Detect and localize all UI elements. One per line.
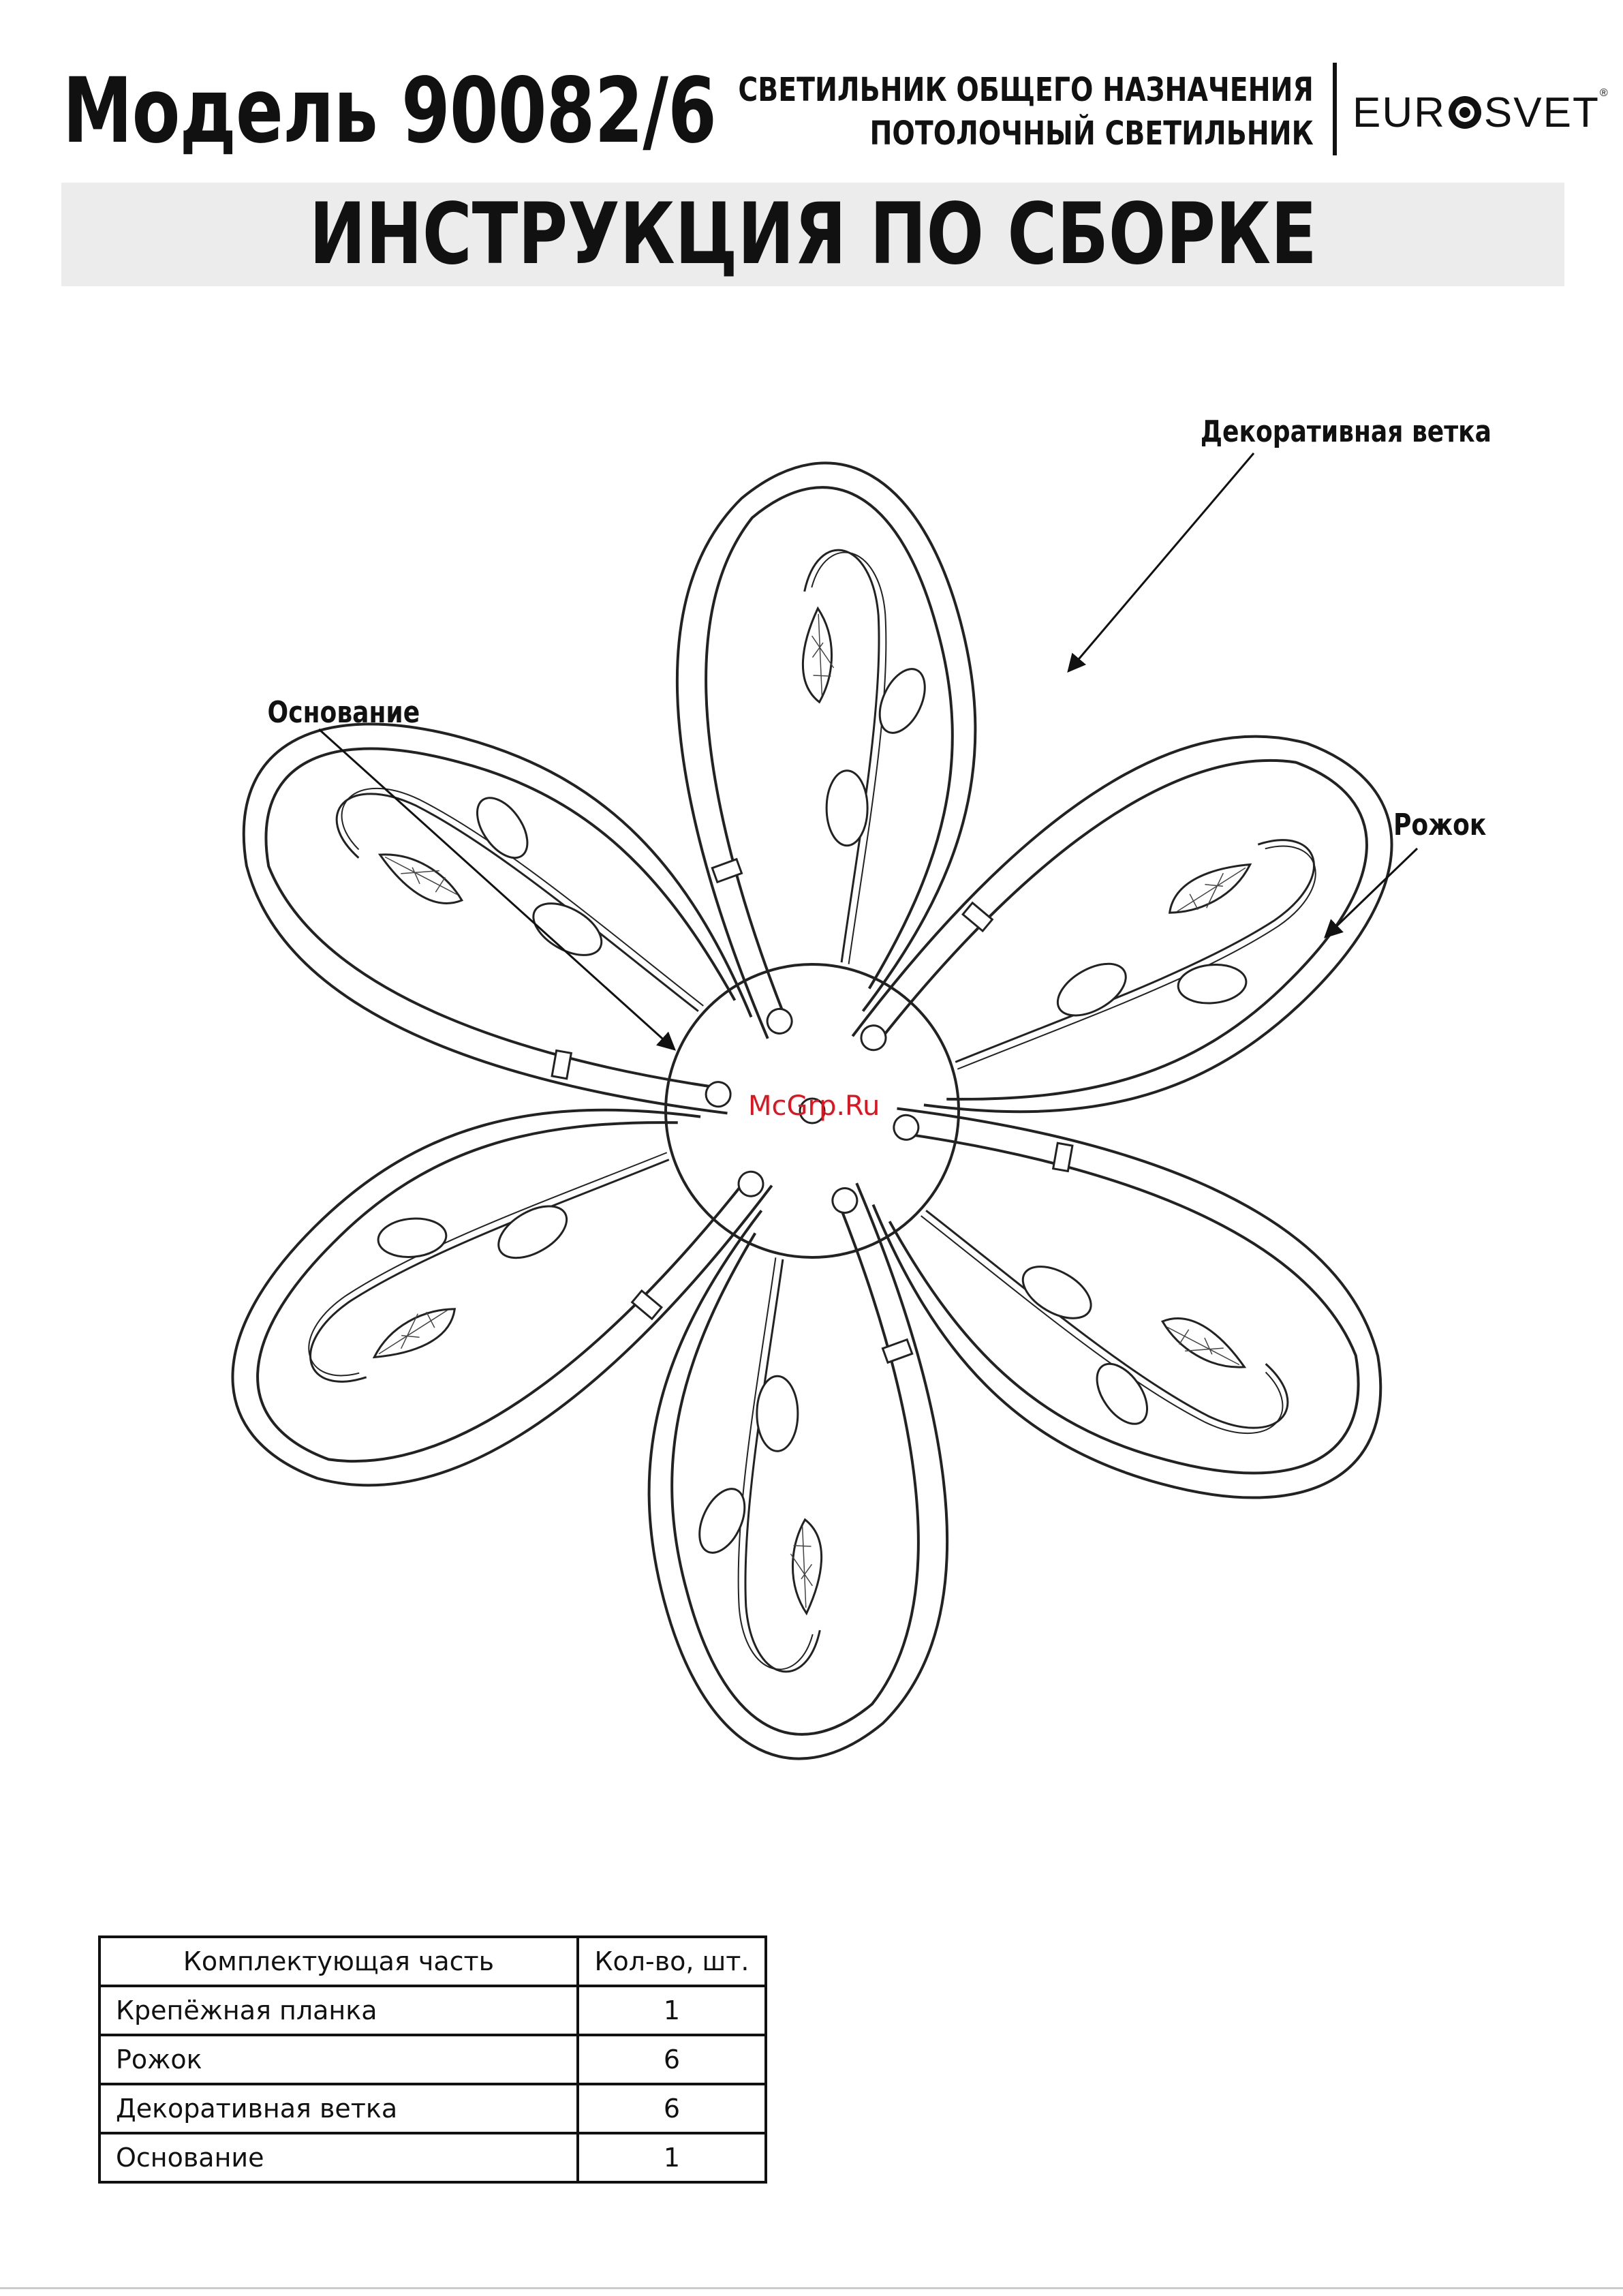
table-row <box>99 2133 766 2182</box>
callout-branch: Декоративная ветка <box>1200 414 1492 449</box>
parts-table <box>98 1935 767 2184</box>
table-row <box>99 2084 766 2133</box>
part-qty: 1 <box>578 2133 766 2182</box>
part-qty: 6 <box>578 2084 766 2133</box>
callout-base: Основание <box>267 695 420 730</box>
arm-leader-line <box>1325 848 1417 937</box>
part-name: Крепёжная планка <box>99 1986 578 2035</box>
column-header-part: Комплектующая часть <box>99 1937 578 1986</box>
part-qty: 1 <box>578 1986 766 2035</box>
branch-leader-line <box>1068 453 1254 671</box>
page-bottom-edge <box>0 2287 1623 2289</box>
logo-registered-mark: ® <box>1599 87 1609 99</box>
product-type-line-2: ПОТОЛОЧНЫЙ СВЕТИЛЬНИК <box>869 114 1314 153</box>
table-row <box>99 2035 766 2084</box>
column-header-qty: Кол-во, шт. <box>578 1937 766 1986</box>
callout-arm: Рожок <box>1393 808 1487 842</box>
table-header-row <box>99 1937 766 1986</box>
watermark: McGrp.Ru <box>748 1090 880 1122</box>
logo-text-right: SVET <box>1483 89 1600 136</box>
part-name: Декоративная ветка <box>99 2084 578 2133</box>
part-qty: 6 <box>578 2035 766 2084</box>
page-title: ИНСТРУКЦИЯ ПО СБОРКЕ <box>309 185 1317 284</box>
part-name: Основание <box>99 2133 578 2182</box>
table-row <box>99 1986 766 2035</box>
product-type-line-1: СВЕТИЛЬНИК ОБЩЕГО НАЗНАЧЕНИЯ <box>738 71 1314 109</box>
part-name: Рожок <box>99 2035 578 2084</box>
base-leader-line <box>319 729 675 1050</box>
model-title: Модель 90082/6 <box>63 59 717 164</box>
logo-text-left: EUR <box>1352 89 1446 136</box>
